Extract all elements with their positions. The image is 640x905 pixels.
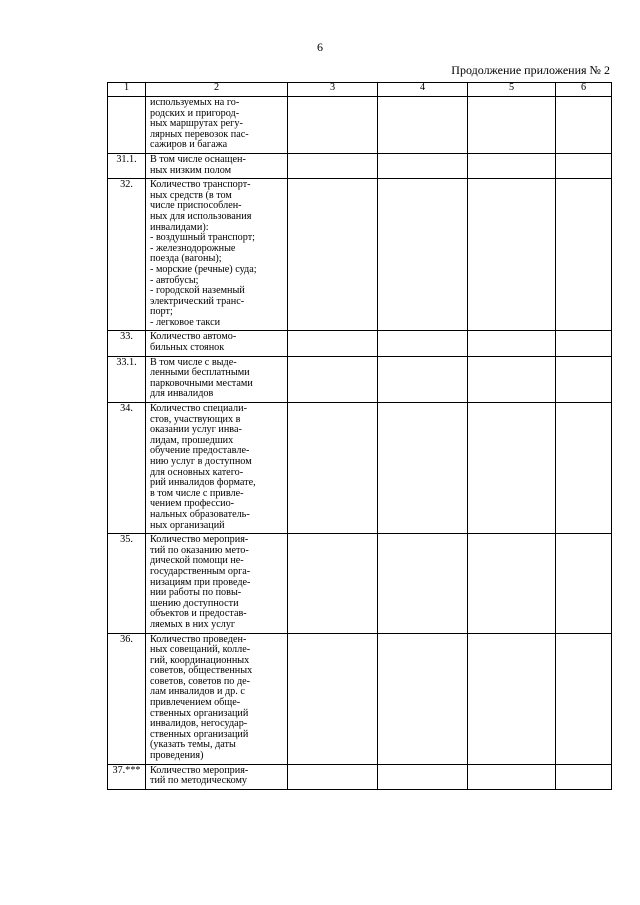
row-description-text: Количество проведен- ных совещаний, колле- гий, координационных советов, общественных советов, советов по де- лам инвалидов и др. с привлечением обще- ственных организаций инвалидов, негосудар- ственных организаций (указать темы, даты проведения) <box>150 633 253 762</box>
row-number <box>108 97 146 154</box>
value-cell-col-4 <box>378 97 468 154</box>
value-cell-col-4 <box>378 633 468 764</box>
value-cell-col-6 <box>556 356 612 402</box>
value-cell-col-6 <box>556 331 612 356</box>
value-cell-col-3 <box>288 356 378 402</box>
column-header-3: 3 <box>288 83 378 97</box>
row-description <box>146 534 288 633</box>
row-description <box>146 633 288 764</box>
value-cell-col-6 <box>556 764 612 789</box>
row-number: 37.*** <box>108 764 146 789</box>
row-description-text: используемых на го- родских и пригород- ных маршрутах регу- лярных перевозок пас- сажиров и багажа <box>150 97 249 151</box>
row-description <box>146 764 288 789</box>
table-row <box>108 331 612 356</box>
row-description <box>146 153 288 178</box>
value-cell-col-6 <box>556 534 612 633</box>
table-row <box>108 97 612 154</box>
value-cell-col-3 <box>288 534 378 633</box>
value-cell-col-5 <box>468 633 556 764</box>
value-cell-col-6 <box>556 403 612 534</box>
row-description <box>146 179 288 331</box>
row-description-text: Количество мероприя- тий по оказанию мето- дической помощи не- государственным орга- низациям при проведе- нии работы по повы- шению доступности объектов и предостав- ляемых в них услуг <box>150 534 251 630</box>
value-cell-col-3 <box>288 633 378 764</box>
table-row <box>108 534 612 633</box>
value-cell-col-4 <box>378 403 468 534</box>
row-number: 34. <box>108 403 146 534</box>
row-subitem: - городской наземный электрический транс- порт; <box>150 285 245 318</box>
row-description-text: В том числе с выде- ленными бесплатными парковочными местами для инвалидов <box>150 356 253 400</box>
value-cell-col-4 <box>378 764 468 789</box>
value-cell-col-5 <box>468 534 556 633</box>
value-cell-col-5 <box>468 97 556 154</box>
row-number: 35. <box>108 534 146 633</box>
table-row <box>108 356 612 402</box>
row-description <box>146 331 288 356</box>
table-row <box>108 153 612 178</box>
table-row <box>108 403 612 534</box>
page-number: 6 <box>317 40 323 54</box>
appendix-title: Продолжение приложения № 2 <box>451 63 610 77</box>
value-cell-col-5 <box>468 403 556 534</box>
value-cell-col-5 <box>468 179 556 331</box>
value-cell-col-5 <box>468 153 556 178</box>
row-subitem: - легковое такси <box>150 316 221 328</box>
row-subitem: - автобусы; <box>150 274 199 286</box>
row-number: 31.1. <box>108 153 146 178</box>
row-description-text: Количество автомо- бильных стоянок <box>150 331 237 354</box>
column-header-6: 6 <box>556 83 612 97</box>
table-row <box>108 764 612 789</box>
value-cell-col-6 <box>556 97 612 154</box>
value-cell-col-4 <box>378 356 468 402</box>
value-cell-col-3 <box>288 764 378 789</box>
row-description <box>146 97 288 154</box>
row-description-text: Количество мероприя- тий по методическому <box>150 764 249 787</box>
value-cell-col-3 <box>288 331 378 356</box>
value-cell-col-5 <box>468 764 556 789</box>
value-cell-col-3 <box>288 153 378 178</box>
value-cell-col-5 <box>468 356 556 402</box>
value-cell-col-5 <box>468 331 556 356</box>
row-description-text: В том числе оснащен- ных низким полом <box>150 153 246 176</box>
header-row <box>108 83 612 97</box>
row-number: 32. <box>108 179 146 331</box>
value-cell-col-3 <box>288 403 378 534</box>
row-subitem: - воздушный транспорт; <box>150 232 255 244</box>
row-number: 36. <box>108 633 146 764</box>
row-description-text: Количество специали- стов, участвующих в оказании услуг инва- лидам, прошедших обучение предоставле- нию услуг в доступном для основных катего- рий инвалидов формате, в том числе с привле- чением профессио- нальных образователь- ных организаций <box>150 403 256 531</box>
table-row <box>108 179 612 331</box>
row-subitem: - железнодорожные поезда (вагоны); <box>150 242 236 265</box>
value-cell-col-6 <box>556 153 612 178</box>
column-header-1: 1 <box>108 83 146 97</box>
row-description-text: Количество транспорт- ных средств (в том числе приспособлен- ных для использования инвалидами): <box>150 179 252 233</box>
indicators-table <box>107 82 612 790</box>
table-row <box>108 633 612 764</box>
value-cell-col-6 <box>556 179 612 331</box>
row-number: 33.1. <box>108 356 146 402</box>
value-cell-col-3 <box>288 179 378 331</box>
value-cell-col-4 <box>378 331 468 356</box>
column-header-5: 5 <box>468 83 556 97</box>
value-cell-col-4 <box>378 534 468 633</box>
row-description <box>146 356 288 402</box>
column-header-4: 4 <box>378 83 468 97</box>
value-cell-col-4 <box>378 179 468 331</box>
column-header-2: 2 <box>146 83 288 97</box>
row-subitem: - морские (речные) суда; <box>150 263 257 275</box>
value-cell-col-6 <box>556 633 612 764</box>
row-description <box>146 403 288 534</box>
value-cell-col-4 <box>378 153 468 178</box>
row-number: 33. <box>108 331 146 356</box>
value-cell-col-3 <box>288 97 378 154</box>
